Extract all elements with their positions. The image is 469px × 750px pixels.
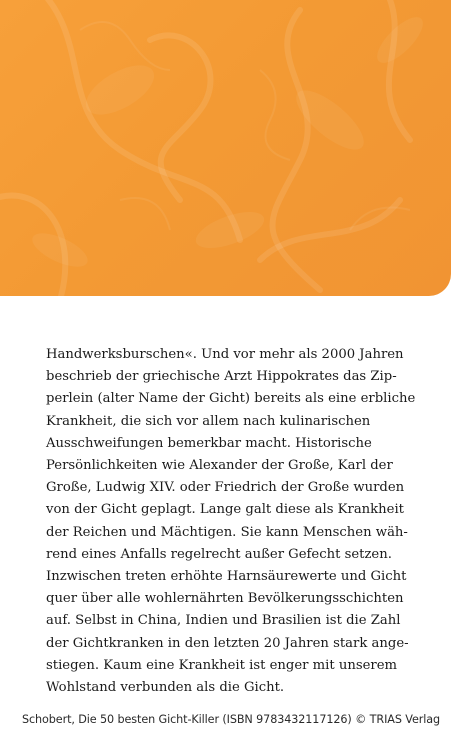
text-line: von der Gicht geplagt. Lange galt diese als Krankheit xyxy=(46,502,404,518)
text-line: quer über alle wohlernährten Bevölkerungsschichten xyxy=(46,591,404,607)
text-line: der Gichtkranken in den letzten 20 Jahren stark ange- xyxy=(46,635,409,651)
text-line: rend eines Anfalls regelrecht außer Gefecht setzen. xyxy=(46,546,392,562)
floral-ornament-icon xyxy=(0,0,451,296)
text-line: Große, Ludwig XIV. oder Friedrich der Große wurden xyxy=(46,480,405,496)
text-line: Wohlstand verbunden als die Gicht. xyxy=(46,680,285,696)
copyright-footer: Schobert, Die 50 besten Gicht-Killer (ISBN 9783432117126) © TRIAS Verlag xyxy=(22,713,441,726)
text-line: perlein (alter Name der Gicht) bereits als eine erbliche xyxy=(46,391,416,407)
text-line: stiegen. Kaum eine Krankheit ist enger mit unserem xyxy=(46,657,398,673)
text-line: auf. Selbst in China, Indien und Brasilien ist die Zahl xyxy=(46,613,401,629)
text-line: der Reichen und Mächtigen. Sie kann Menschen wäh- xyxy=(46,524,408,540)
text-line: beschrieb der griechische Arzt Hippokrates das Zip- xyxy=(46,369,397,385)
text-line: Ausschweifungen bemerkbar macht. Historische xyxy=(46,435,372,451)
body-paragraph xyxy=(46,344,418,699)
text-line: Persönlichkeiten wie Alexander der Große, Karl der xyxy=(46,458,393,474)
text-line: Krankheit, die sich vor allem nach kulinarischen xyxy=(46,413,371,429)
orange-header-panel xyxy=(0,0,451,296)
text-line: Handwerksburschen«. Und vor mehr als 2000 Jahren xyxy=(46,347,404,362)
text-line: Inzwischen treten erhöhte Harnsäurewerte und Gicht xyxy=(46,569,407,585)
